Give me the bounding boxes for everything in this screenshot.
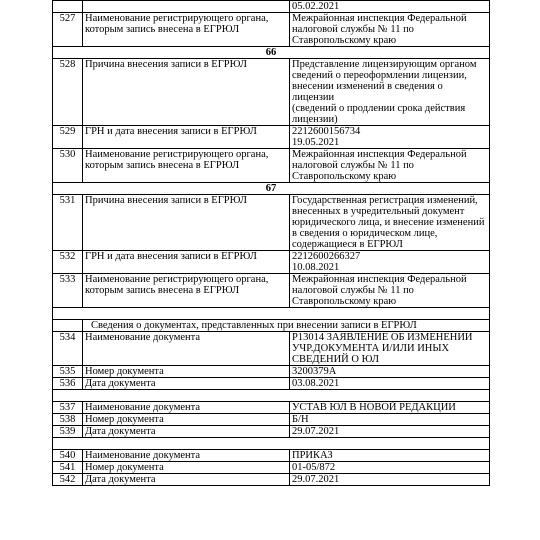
row-value: 29.07.2021 (290, 474, 490, 486)
row-value: Представление лицензирующим органом сведений о переоформлении лицензии, внесении изменений в сведения о лицензии (сведений о продлении срока действия лицензии) (290, 59, 490, 126)
row-value: УСТАВ ЮЛ В НОВОЙ РЕДАКЦИИ (290, 402, 490, 414)
row-number: 531 (53, 195, 83, 251)
table-row (53, 426, 490, 438)
row-value: 29.07.2021 (290, 426, 490, 438)
row-value: Межрайонная инспекция Федеральной налоговой службы № 11 по Ставропольскому краю (290, 13, 490, 47)
row-label: Дата документа (83, 426, 290, 438)
table-body (53, 1, 490, 486)
table-row (53, 1, 490, 13)
row-number: 537 (53, 402, 83, 414)
row-label: Номер документа (83, 462, 290, 474)
table-row (53, 13, 490, 47)
row-number: 538 (53, 414, 83, 426)
row-number: 535 (53, 366, 83, 378)
table-row (53, 126, 490, 149)
section-number: 67 (53, 183, 490, 195)
row-value: ПРИКАЗ (290, 450, 490, 462)
row-number: 542 (53, 474, 83, 486)
row-value: 2212600156734 19.05.2021 (290, 126, 490, 149)
row-value: 05.02.2021 (290, 1, 490, 13)
table-row (53, 474, 490, 486)
row-label: Дата документа (83, 378, 290, 390)
row-label: Наименование регистрирующего органа, которым запись внесена в ЕГРЮЛ (83, 13, 290, 47)
table-row (53, 195, 490, 251)
row-label: Наименование документа (83, 402, 290, 414)
row-number: 534 (53, 332, 83, 366)
row-value: Б/Н (290, 414, 490, 426)
row-value: Государственная регистрация изменений, внесенных в учредительный документ юридического лица, и внесение изменений в сведения о юридическом лице, содержащиеся в ЕГРЮЛ (290, 195, 490, 251)
row-number: 530 (53, 149, 83, 183)
row-label: Наименование регистрирующего органа, которым запись внесена в ЕГРЮЛ (83, 274, 290, 308)
row-number: 539 (53, 426, 83, 438)
blank-row (53, 308, 490, 320)
table-row (53, 149, 490, 183)
section-header: Сведения о документах, представленных при внесении записи в ЕГРЮЛ (83, 320, 490, 332)
row-label (83, 1, 290, 13)
blank-row (53, 390, 490, 402)
table-row (53, 59, 490, 126)
row-value: Межрайонная инспекция Федеральной налоговой службы № 11 по Ставропольскому краю (290, 274, 490, 308)
table-row (53, 366, 490, 378)
section-number-row (53, 47, 490, 59)
row-value: 3200379А (290, 366, 490, 378)
row-label: Дата документа (83, 474, 290, 486)
row-label: Причина внесения записи в ЕГРЮЛ (83, 59, 290, 126)
row-number: 540 (53, 450, 83, 462)
row-value: Межрайонная инспекция Федеральной налоговой службы № 11 по Ставропольскому краю (290, 149, 490, 183)
row-number (53, 1, 83, 13)
row-value: Р13014 ЗАЯВЛЕНИЕ ОБ ИЗМЕНЕНИИ УЧР.ДОКУМЕНТА И/ИЛИ ИНЫХ СВЕДЕНИЙ О ЮЛ (290, 332, 490, 366)
section-number: 66 (53, 47, 490, 59)
table-row (53, 414, 490, 426)
row-label: Номер документа (83, 366, 290, 378)
row-number: 541 (53, 462, 83, 474)
blank-cell (53, 438, 490, 450)
table-row (53, 274, 490, 308)
row-label: Наименование документа (83, 450, 290, 462)
table-row (53, 462, 490, 474)
row-number: 533 (53, 274, 83, 308)
table-row (53, 402, 490, 414)
row-number: 536 (53, 378, 83, 390)
header-spacer (53, 320, 83, 332)
row-number: 528 (53, 59, 83, 126)
row-value: 01-05/872 (290, 462, 490, 474)
row-label: ГРН и дата внесения записи в ЕГРЮЛ (83, 126, 290, 149)
table-row (53, 450, 490, 462)
row-value: 2212600266327 10.08.2021 (290, 251, 490, 274)
section-number-row (53, 183, 490, 195)
row-number: 532 (53, 251, 83, 274)
table-row (53, 332, 490, 366)
row-label: ГРН и дата внесения записи в ЕГРЮЛ (83, 251, 290, 274)
table-row (53, 378, 490, 390)
row-number: 529 (53, 126, 83, 149)
row-value: 03.08.2021 (290, 378, 490, 390)
blank-cell (53, 390, 490, 402)
row-number: 527 (53, 13, 83, 47)
egrul-records-table (52, 0, 490, 486)
blank-row (53, 438, 490, 450)
row-label: Наименование документа (83, 332, 290, 366)
blank-cell (53, 308, 490, 320)
table-row (53, 251, 490, 274)
section-header-row (53, 320, 490, 332)
row-label: Наименование регистрирующего органа, которым запись внесена в ЕГРЮЛ (83, 149, 290, 183)
row-label: Причина внесения записи в ЕГРЮЛ (83, 195, 290, 251)
row-label: Номер документа (83, 414, 290, 426)
